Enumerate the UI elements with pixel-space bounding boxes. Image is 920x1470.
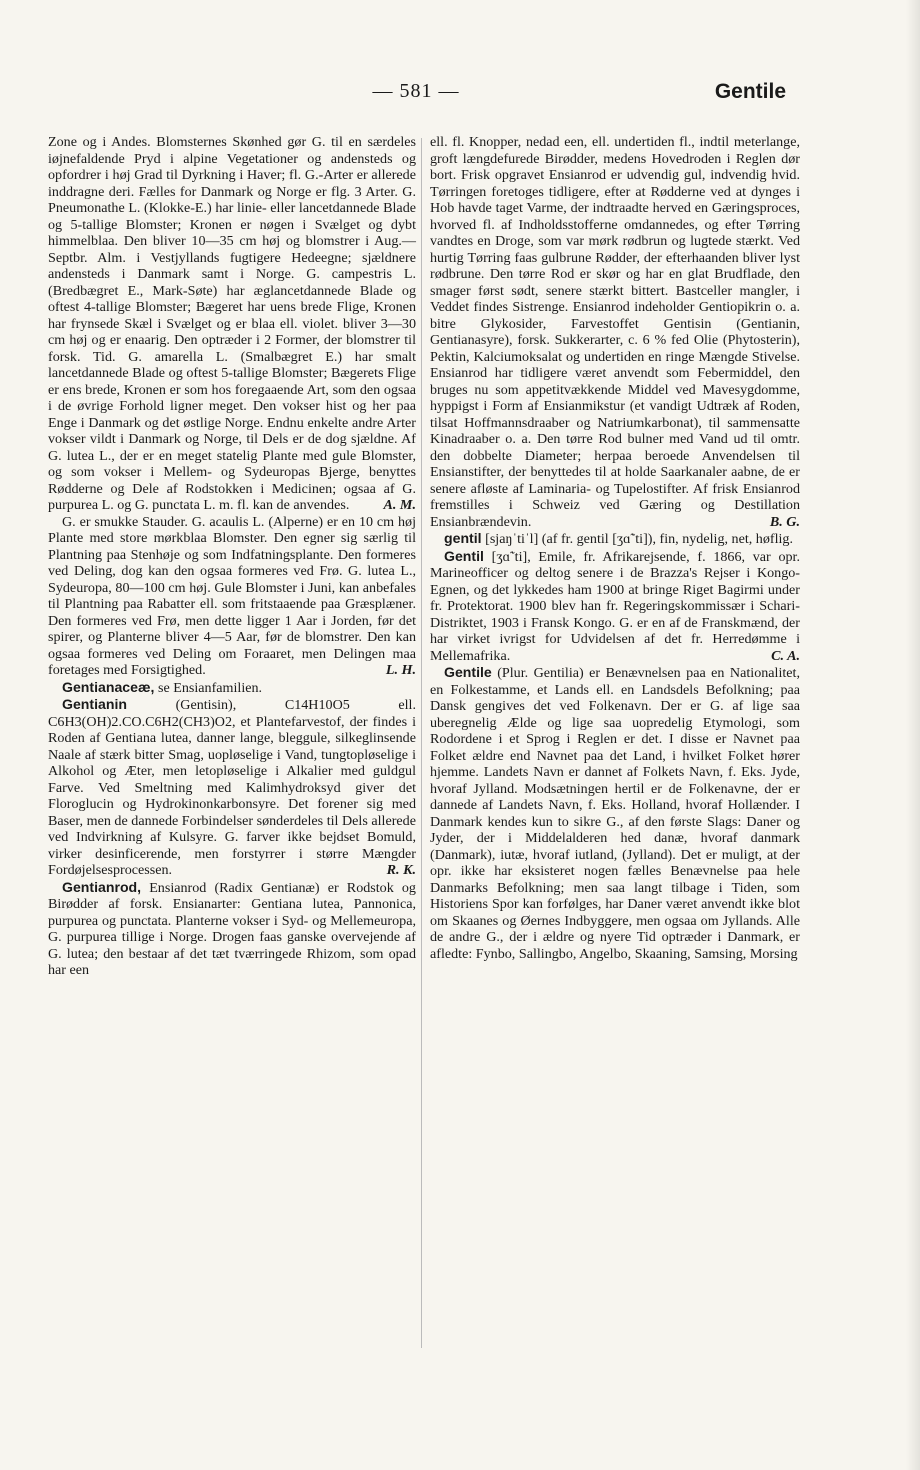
entry-gentianin: Gentianin (Gentisin), C14H10O5 ell. C6H3(OH)2.CO.C6H2(CH3)O2, et Plantefarvestof, der findes i Roden af Gentiana lutea, danner lange, bleggule, silkeglinsende Naale af stærk bitter Smag, uopløselige i Vand, tungtopløselige i Alkohol og Æter, men letopløselige i Alkalier med guldgul Farve. Ved Smeltning med Kalimhydroksyd giver det Floroglucin og Hydrokinonkarbonsyre. Det forener sig med Baser, men de dannede Forbindelser sønderdeles til Dels allerede ved Indvirkning af Kulsyre. G. farver ikke bejdset Bomuld, virker desinficerende, men forstyrrer i større Mængder Fordøjelsesprocessen. R. K. [48, 696, 416, 878]
headword: Gentianin [62, 696, 127, 712]
entry-gentil-adjective: gentil [sjaŋˈtiˈl] (af fr. gentil [ʒɑ̃ˈti]), fin, nydelig, net, høflig. [444, 530, 793, 547]
entry-gentiana-continued: Zone og i Andes. Blomsternes Skønhed gør G. til en særdeles iøjnefaldende Pryd i alpine Vegetationer og andensteds og opfordrer i høj Grad til Dyrkning i Haver; fl. G.-Arter er allerede inddragne deri. Fælles for Danmark og Norge er flg. 3 Arter. G. Pneumonathe L. (Klokke-E.) har linie- eller lancetdannede Blade og 5-tallige Blomster; Kronen er nøgen i Svælget og dybt himmelblaa. Den bliver 10—35 cm høj og blomstrer i Aug.—Septbr. Alm. i Vestjyllands fugtigere Hedeegne; sjældnere andensteds i Danmark samt i Norge. G. campestris L. (Bredbægret E., Mark-Søte) har æglancetdannede Blade og oftest 4-tallige Blomster; Bægeret har uens brede Flige, Kronen har frynsede Skæl i Svælget og er blaa ell. violet. bliver 3—30 cm høj og er enaarig. Den optræder i 2 Former, der blomstrer til forsk. Tid. G. amarella L. (Smalbægret E.) har smalt lancetdannede Blade og oftest 5-tallige Blomster; Bægerets Flige er ens brede, Kronen er som hos foregaaende Art, som den ogsaa i de øvrige Forhold ligner meget. Den vokser hist og her paa Enge i Danmark og det østlige Norge. Endnu enkelte andre Arter vokser vildt i Danmark og Norge, til Dels er de dog sjældne. Af G. lutea L., der er en meget statelig Plante med gule Blomster, og som vokser i Mellem- og Sydeuropas Bjerge, benyttes Rødderne og Dele af Rodstokken i Medicinen; ogsaa af G. purpurea L. og G. punctata L. m. fl. kan de anvendes. A. M. [48, 134, 416, 513]
page-number: — 581 — [372, 80, 460, 102]
entry-gentianrod: Gentianrod, Ensianrod (Radix Gentianæ) er Rodstok og Birødder af forsk. Ensianarter: Gentiana lutea, Pannonica, purpurea og punctata. Planterne vokser i Syd- og Mellemeuropa, G. purpurea tillige i Norge. Drogen faas ganske overvejende af G. lutea; den bestaar af det tæt tværringede Rhizom, som opad har een [48, 878, 416, 978]
entry-gentile: Gentile (Plur. Gentilia) er Benævnelsen paa en Nationalitet, en Folkestamme, et Lands ell. en Landsdels Befolkning; paa Dansk gengives det ved Folkenavn. Der er G. af lige saa uberegnelig Ælde og lige saa uopredelig Etymologi, som Rodordene i et Sprog i Reglen er det. I disse er Navnet paa Folket ældre end Navnet paa det Land, i hvilket Folket hører hjemme. Landets Navn er dannet af Folkets Navn, f. Eks. Jyde, hvoraf Jylland. Modsætningen hertil er de Folkenavne, der er dannede af Landets Navn, f. Eks. Holland, hvoraf Hollænder. I Danmark kendes kun to sikre G., af den første Slags: Daner og Jyder, der i Middelalderen hed danæ, hvoraf danmark (Danmark), iutæ, hvoraf iutland, (Jylland). Det er muligt, at der opr. ikke har eksisteret nogen fælles Benævnelse paa hele Danmarks Befolkning; men saa langt tilbage i Tiden, som Historiens Spor kan forfølges, har Daner været anvendt ikke blot om Skaanes og Øernes Indbyggere, men ogsaa om Jyllands. Alle de andre G., der i ældre og nyere Tid optræder i Danmark, er afledte: Fynbo, Sallingbo, Angelbo, Skaaning, Samsing, Morsing [430, 664, 800, 962]
headword: gentil [444, 530, 482, 546]
author-signature: R. K. [386, 862, 416, 878]
entry-gentil-emile: Gentil [ʒɑ̃ˈti], Emile, fr. Afrikarejsende, f. 1866, var opr. Marineofficer og deltog senere i de Brazza's Rejser i Kongo-Egnen, og det lykkedes ham 1900 at bringe Riget Bagirmi under fr. Protektorat. 1900 blev han fr. Regeringskommissær i Schari-Distriktet, 1903 i Fransk Kongo. G. er en af de Franskmænd, der har virket ivrigst for Udvidelsen af det fr. Herredømme i Mellemafrika. C. A. [430, 547, 800, 664]
right-column [430, 134, 800, 962]
running-head: Gentile [714, 80, 786, 103]
author-signature: C. A. [771, 647, 800, 664]
author-signature: L. H. [385, 662, 416, 678]
author-signature: A. M. [383, 497, 416, 513]
column-divider [421, 138, 422, 1348]
page-header [46, 80, 786, 112]
author-signature: B. G. [769, 513, 800, 530]
entry-gentianrod-continued: ell. fl. Knopper, nedad een, ell. undertiden fl., indtil meterlange, groft længdefurede Birødder, medens Hovedroden i Reglen dør bort. Frisk opgravet Ensianrod er udvendig gul, indvendig hvid. Tørringen foretoges tidligere, efter at Rødderne ved at dynges i Hob havde taget Varme, der indtraadte herved en Gæringsproces, hvorved fl. af Indholdsstofferne omdannedes, og efter Tørring vandtes en Droge, som var mørk rødbrun og lugtede stærkt. Ved hurtig Tørring faas gulbrune Rødder, der efterhaanden bliver lyst rødbrune. Den tørre Rod er skør og har en glat Brudflade, den smager først sødt, senere stærkt bittert. Bastceller mangler, i Veddet findes Sistrenge. Ensianrod indeholder Gentiopikrin o. a. bitre Glykosider, Farvestoffet Gentisin (Gentianin, Gentianasyre), forsk. Sukkerarter, c. 6 % fed Olie (Phytosterin), Pektin, Kalciumoksalat og undertiden en ringe Mængde Stivelse. Ensianrod har tidligere været anvendt som Febermiddel, den bruges nu som appetitvækkende Middel ved Mavesygdomme, hyppigst i Form af Ensianmikstur (et vandigt Udtræk af Roden, tilsat Hoffmannsdraaber og Natriumkarbonat), til sammensatte Kinadraaber o. a. Den tørre Rod bulner med Vand ud til omtr. den dobbelte Diameter; herpaa beroede Anvendelsen til Ensianstifter, der benyttedes til at holde Saarkanaler aabne, de er senere afløste af Laminaria- og Tupelostifter. Af frisk Ensianrod fremstilles i Schweiz ved Gæring og Destillation Ensianbrændevin. B. G. [430, 134, 800, 530]
headword: Gentil [444, 547, 484, 564]
scan-edge-shadow [906, 0, 920, 1470]
headword: Gentile [444, 664, 492, 680]
entry-gentiana-horticulture: G. er smukke Stauder. G. acaulis L. (Alperne) er en 10 cm høj Plante med store mørkblaa Blomster. Den egner sig særlig til Plantning paa Stenhøje og som Indfatningsplante. Den formeres ved Deling, dog kan den ogsaa formeres ved Frø. G. lutea L., Sydeuropa, 80—100 cm høj. Gule Blomster i Juni, kan anbefales til Plantning paa Rabatter ell. som fritstaaende paa Græsplæner. Den formeres ved Frø, men dette ligger 1 Aar i Jorden, før det spirer, og Planterne bliver 4—5 Aar, før de blomstrer. Den kan ogsaa formeres ved Deling om Foraaret, men Delingen maa foretages med Forsigtighed. L. H. [48, 513, 416, 678]
headword: Gentianaceæ, [62, 678, 155, 695]
headword: Gentianrod, [62, 878, 142, 895]
entry-gentianaceae: Gentianaceæ, se Ensianfamilien. [62, 678, 263, 696]
left-column [48, 134, 416, 979]
